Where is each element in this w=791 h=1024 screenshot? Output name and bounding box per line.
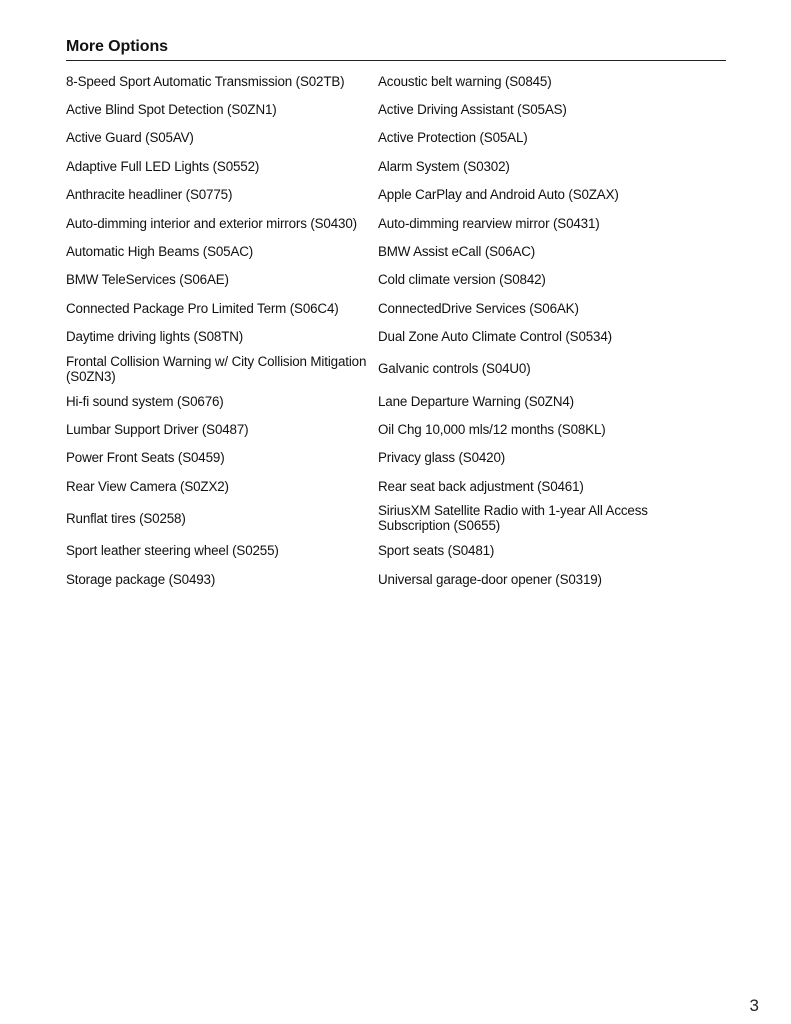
more-options-section — [66, 38, 726, 593]
option-item: Auto-dimming interior and exterior mirrors (S0430) — [66, 215, 357, 231]
option-item: SiriusXM Satellite Radio with 1-year All Access Subscription (S0655) — [378, 503, 648, 534]
option-item: 8-Speed Sport Automatic Transmission (S02TB) — [66, 73, 345, 89]
option-item: Daytime driving lights (S08TN) — [66, 329, 244, 345]
option-item: Rear seat back adjustment (S0461) — [378, 478, 584, 494]
option-item: Connected Package Pro Limited Term (S06C4) — [66, 300, 339, 316]
option-item: BMW TeleServices (S06AE) — [66, 272, 229, 288]
option-item: Automatic High Beams (S05AC) — [66, 244, 254, 260]
section-title: More Options — [66, 38, 726, 61]
option-item: Apple CarPlay and Android Auto (S0ZAX) — [378, 187, 619, 203]
options-list — [66, 67, 726, 593]
option-item: Frontal Collision Warning w/ City Collision Mitigation (S0ZN3) — [66, 353, 367, 384]
option-item: Privacy glass (S0420) — [378, 450, 506, 466]
option-item: Dual Zone Auto Climate Control (S0534) — [378, 329, 612, 345]
option-item: Active Guard (S05AV) — [66, 130, 194, 146]
option-item: Power Front Seats (S0459) — [66, 450, 225, 466]
option-item: Adaptive Full LED Lights (S0552) — [66, 158, 260, 174]
option-item: Sport seats (S0481) — [378, 543, 495, 559]
option-item: ConnectedDrive Services (S06AK) — [378, 300, 579, 316]
option-item: Sport leather steering wheel (S0255) — [66, 543, 279, 559]
option-item: Lumbar Support Driver (S0487) — [66, 421, 249, 437]
option-item: Auto-dimming rearview mirror (S0431) — [378, 215, 600, 231]
option-item: Active Blind Spot Detection (S0ZN1) — [66, 102, 277, 118]
option-item: Runflat tires (S0258) — [66, 510, 186, 526]
option-item: Cold climate version (S0842) — [378, 272, 546, 288]
option-item: Anthracite headliner (S0775) — [66, 187, 233, 203]
page-number: 3 — [749, 996, 759, 1015]
option-item: Galvanic controls (S04U0) — [378, 361, 531, 377]
option-item: Universal garage-door opener (S0319) — [378, 571, 602, 587]
option-item: Hi-fi sound system (S0676) — [66, 393, 224, 409]
option-item: Active Driving Assistant (S05AS) — [378, 102, 567, 118]
option-item: Acoustic belt warning (S0845) — [378, 73, 552, 89]
option-item: Oil Chg 10,000 mls/12 months (S08KL) — [378, 421, 606, 437]
option-item: Lane Departure Warning (S0ZN4) — [378, 393, 574, 409]
option-item: Active Protection (S05AL) — [378, 130, 528, 146]
option-item: Storage package (S0493) — [66, 571, 216, 587]
option-item: BMW Assist eCall (S06AC) — [378, 244, 536, 260]
option-item: Alarm System (S0302) — [378, 158, 510, 174]
option-item: Rear View Camera (S0ZX2) — [66, 478, 229, 494]
